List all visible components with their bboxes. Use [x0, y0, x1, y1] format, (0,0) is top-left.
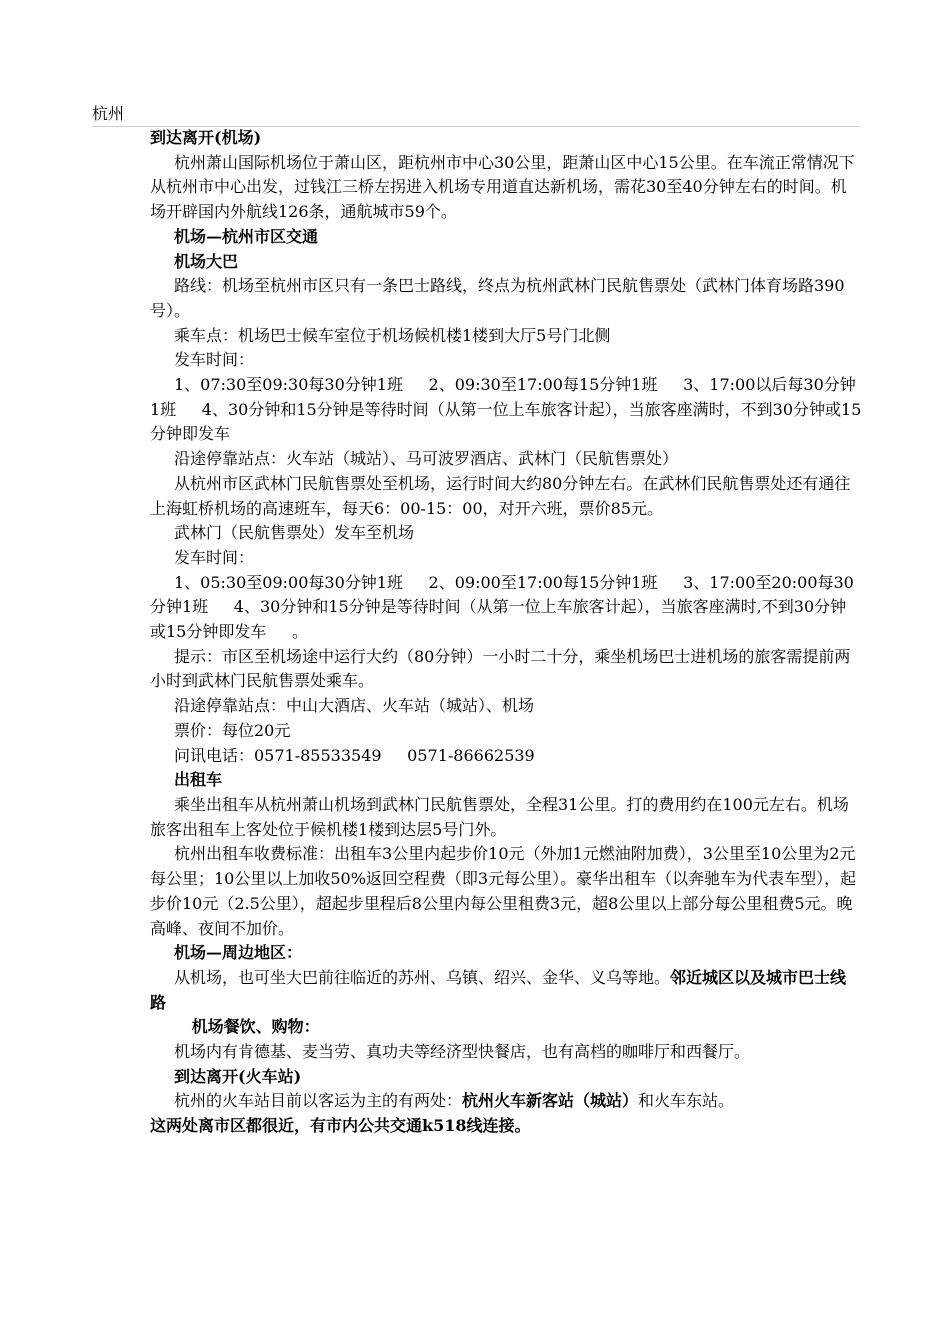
page-header: [92, 102, 860, 127]
paragraph-depart-label-2: 发车时间：: [174, 547, 255, 567]
schedule-2-item-4: 4、30分钟和15分钟是等待时间（从第一位上车旅客计起），当旅客座满时,不到30分钟或15分钟即发车: [150, 597, 847, 642]
paragraph-airport-intro: 杭州萧山国际机场位于萧山区，距杭州市中心30公里，距萧山区中心15公里。在车流正常情况下从杭州市中心出发，过钱江三桥左拐进入机场专用道直达新机场，需花30至40分钟左右的时间。机场开辟国内外航线126条，通航城市59个。: [150, 152, 855, 222]
heading-airport-nearby: 机场—周边地区：: [174, 943, 303, 963]
document-body: [150, 126, 862, 1139]
heading-airport-city: 机场—杭州市区交通: [174, 226, 319, 246]
nearby-text: 从机场，也可坐大巴前往临近的苏州、乌镇、绍兴、金华、义乌等地。: [174, 967, 671, 987]
schedule-1-item-3: 3、17:00以后每30分钟1班: [150, 375, 856, 419]
train-text-a: 杭州的火车站目前以客运为主的有两处：: [174, 1091, 463, 1111]
heading-taxi: 出租车: [174, 770, 223, 790]
heading-airport-bus: 机场大巴: [174, 251, 239, 271]
schedule-2-item-2: 2、09:00至17:00每15分钟1班: [428, 572, 658, 592]
phone-1: 问讯电话：0571-85533549: [174, 745, 382, 765]
paragraph-phone: [150, 744, 862, 769]
heading-arrive-airport: 到达离开(机场): [150, 128, 262, 147]
schedule-2-end: 。: [291, 622, 308, 642]
phone-2: 0571-86662539: [407, 745, 535, 765]
paragraph-dining: 机场内有肯德基、麦当劳、真功夫等经济型快餐店，也有高档的咖啡厅和西餐厅。: [174, 1042, 751, 1062]
schedule-1-item-4: 4、30分钟和15分钟是等待时间（从第一位上车旅客计起），当旅客座满时，不到30分钟或15分钟即发车: [150, 399, 862, 444]
paragraph-wulinmen: 武林门（民航售票处）发车至机场: [174, 523, 415, 543]
paragraph-nearby: [150, 966, 862, 1015]
paragraph-route: 路线：机场至杭州市区只有一条巴士路线，终点为杭州武林门民航售票处（武林门体育场路390号）。: [150, 276, 845, 320]
heading-arrive-train: 到达离开(火车站): [174, 1066, 302, 1086]
paragraph-train: [150, 1089, 862, 1114]
paragraph-taxi-1: 乘坐出租车从杭州萧山机场到武林门民航售票处，全程31公里。打的费用约在100元左右。机场旅客出租车上客处位于候机楼1楼到达层5号门外。: [150, 794, 849, 839]
header-city: 杭州: [92, 104, 125, 123]
nearby-bold: 邻近城区以及城市巴士线路: [150, 967, 847, 1012]
schedule-1-item-1: 1、07:30至09:30每30分钟1班: [174, 375, 403, 395]
paragraph-train-bold-2: 这两处离市区都很近，有市内公共交通k518线连接。: [150, 1116, 531, 1136]
heading-dining: 机场餐饮、购物：: [191, 1017, 320, 1037]
schedule-2-item-3: 3、17:00至20:00每30分钟1班: [150, 572, 854, 617]
paragraph-taxi-2: 杭州出租车收费标准：出租车3公里内起步价10元（外加1元燃油附加费），3公里至10公里为2元每公里；10公里以上加收50%返回空程费（即3元每公里）。豪华出租车（以奔驰车为代表车型），起步价10元（2.5公里），超起步里程后8公里内每公里租费3元，超8公里以上部分每公里租费5元。晚高峰、夜间不加价。: [150, 844, 857, 938]
paragraph-schedule-1: [150, 373, 862, 447]
paragraph-city-to-airport: 从杭州市区武林门民航售票处至机场，运行时间大约80分钟左右。在武林们民航售票处还有通往上海虹桥机场的高速班车，每天6：00-15：00，对开六班，票价85元。: [150, 473, 851, 518]
paragraph-stops-2: 沿途停靠站点：中山大酒店、火车站（城站）、机场: [174, 696, 535, 716]
schedule-1-item-2: 2、09:30至17:00每15分钟1班: [428, 375, 658, 395]
paragraph-depart-label-1: 发车时间：: [174, 350, 255, 370]
schedule-2-item-1: 1、05:30至09:00每30分钟1班: [174, 572, 403, 592]
paragraph-schedule-2: [150, 571, 862, 645]
train-bold-1: 杭州火车新客站（城站）: [462, 1091, 639, 1111]
paragraph-tip: 提示：市区至机场途中运行大约（80分钟）一小时二十分，乘坐机场巴士进机场的旅客需提前两小时到武林门民航售票处乘车。: [150, 646, 851, 691]
paragraph-price: 票价：每位20元: [174, 720, 291, 740]
train-text-b: 和火车东站。: [638, 1091, 735, 1111]
paragraph-stops-1: 沿途停靠站点：火车站（城站）、马可波罗酒店、武林门（民航售票处）: [174, 449, 679, 469]
paragraph-boarding: 乘车点：机场巴士候车室位于机场候机楼1楼到大厅5号门北侧: [174, 325, 611, 345]
